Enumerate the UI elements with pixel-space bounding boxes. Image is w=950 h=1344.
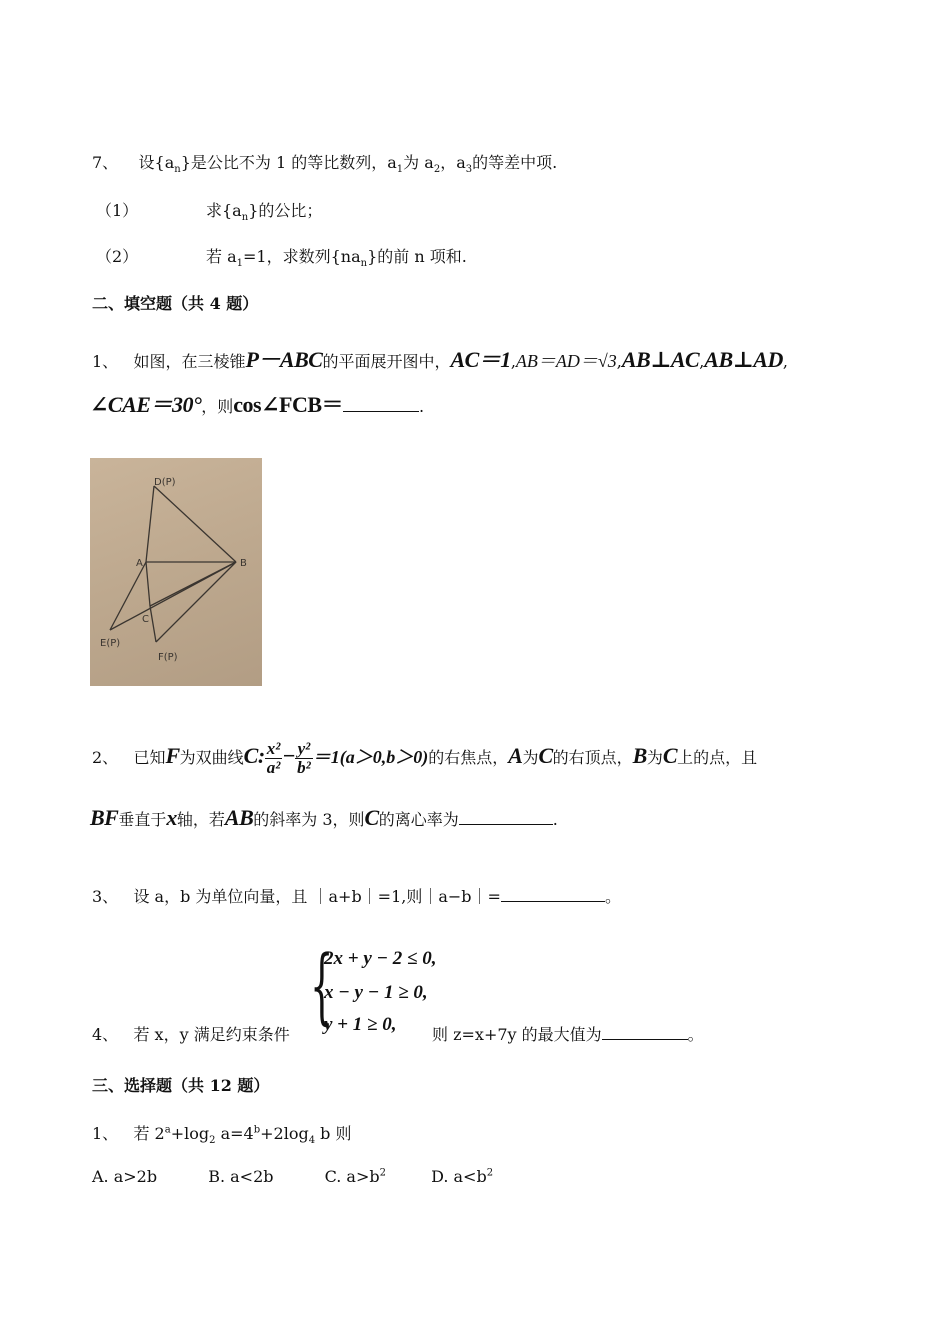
label-B: B (240, 558, 247, 569)
section-title-fill-in: 二、填空题（共 4 题） (92, 294, 259, 313)
choice1-options (92, 1167, 539, 1186)
fill1-line1: 1、 如图，在三棱锥P－ABC的平面展开图中，AC＝1,AB＝AD＝√3,AB⊥AC,AB⊥AD, (92, 347, 788, 372)
edge-CF (150, 606, 156, 642)
option-a[interactable]: A. a>2b (92, 1167, 158, 1186)
answer-blank (602, 1025, 688, 1040)
edge-CB (150, 562, 236, 606)
answer-blank (343, 397, 419, 412)
option-b[interactable]: B. a<2b (208, 1167, 274, 1186)
fraction-x-over-a: $\frac{\text{x²}}{\text{a²}}$ (266, 739, 281, 777)
label-C: C (142, 614, 149, 625)
q7-part2: （2） (96, 247, 139, 266)
fraction-y-over-b: $\frac{\text{y²}}{\text{b²}}$ (297, 739, 311, 777)
net-figure (90, 458, 262, 686)
net-figure-photo (90, 458, 262, 686)
q7-part1: （1） (96, 201, 139, 220)
answer-blank (501, 887, 605, 902)
q7-stem: 7、 设$\{a_n\}$是公比不为 1 的等比数列，$a_1$为 $a_2$，$a_3$的等差中项. (92, 153, 558, 176)
label-A: A (136, 558, 143, 569)
option-c[interactable]: C. $a>b^2$ (324, 1167, 386, 1186)
answer-blank (459, 810, 553, 825)
edge-DB (154, 486, 236, 562)
fill2-line1: 2、 已知F为双曲线C: $\frac{\text{x²}}{\text{a²}}$ − $\frac{\text{y²}}{\text{b²}}$ ＝1(a＞0,b＞0)的右焦点，A为C的右顶点，B为C上的点，且 (92, 739, 758, 777)
edge-AC (146, 562, 150, 606)
fill3: 3、 设 a，b 为单位向量，且 ｜a+b｜=1,则｜a−b｜= 。 (92, 887, 621, 906)
choice1-stem: 1、 若 $2^a+\log_2$ $a=4^b+2\log_4$ b 则 (92, 1124, 352, 1147)
q7-part2-text: 若 $a_1=1$，求数列$\{na_n\}$的前 n 项和. (206, 247, 467, 270)
label-F: F(P) (158, 652, 178, 663)
fill2-line2: BF垂直于x轴，若AB的斜率为 3，则C的离心率为 . (90, 805, 558, 830)
section-title-choice: 三、选择题（共 12 题） (92, 1076, 270, 1095)
fill4-question: 则 z=x+7y 的最大值为 。 (432, 1025, 704, 1044)
fill1-line2: ∠CAE＝30°，则cos∠FCB＝ . (90, 392, 425, 417)
constraint-system: { 2x + y − 2 ≤ 0, x − y − 1 ≥ 0, y + 1 ≥ 0, (310, 939, 437, 1035)
left-brace: { (310, 939, 334, 1034)
q7-part1-text: 求$\{a_n\}$的公比； (206, 201, 323, 224)
edge-DA (146, 486, 154, 562)
edge-FB (156, 562, 236, 642)
fill4-text: 4、 若 x，y 满足约束条件 (92, 1025, 290, 1044)
option-d[interactable]: D. $a<b^2$ (431, 1167, 494, 1186)
label-D: D(P) (154, 477, 176, 488)
label-E: E(P) (100, 638, 121, 649)
